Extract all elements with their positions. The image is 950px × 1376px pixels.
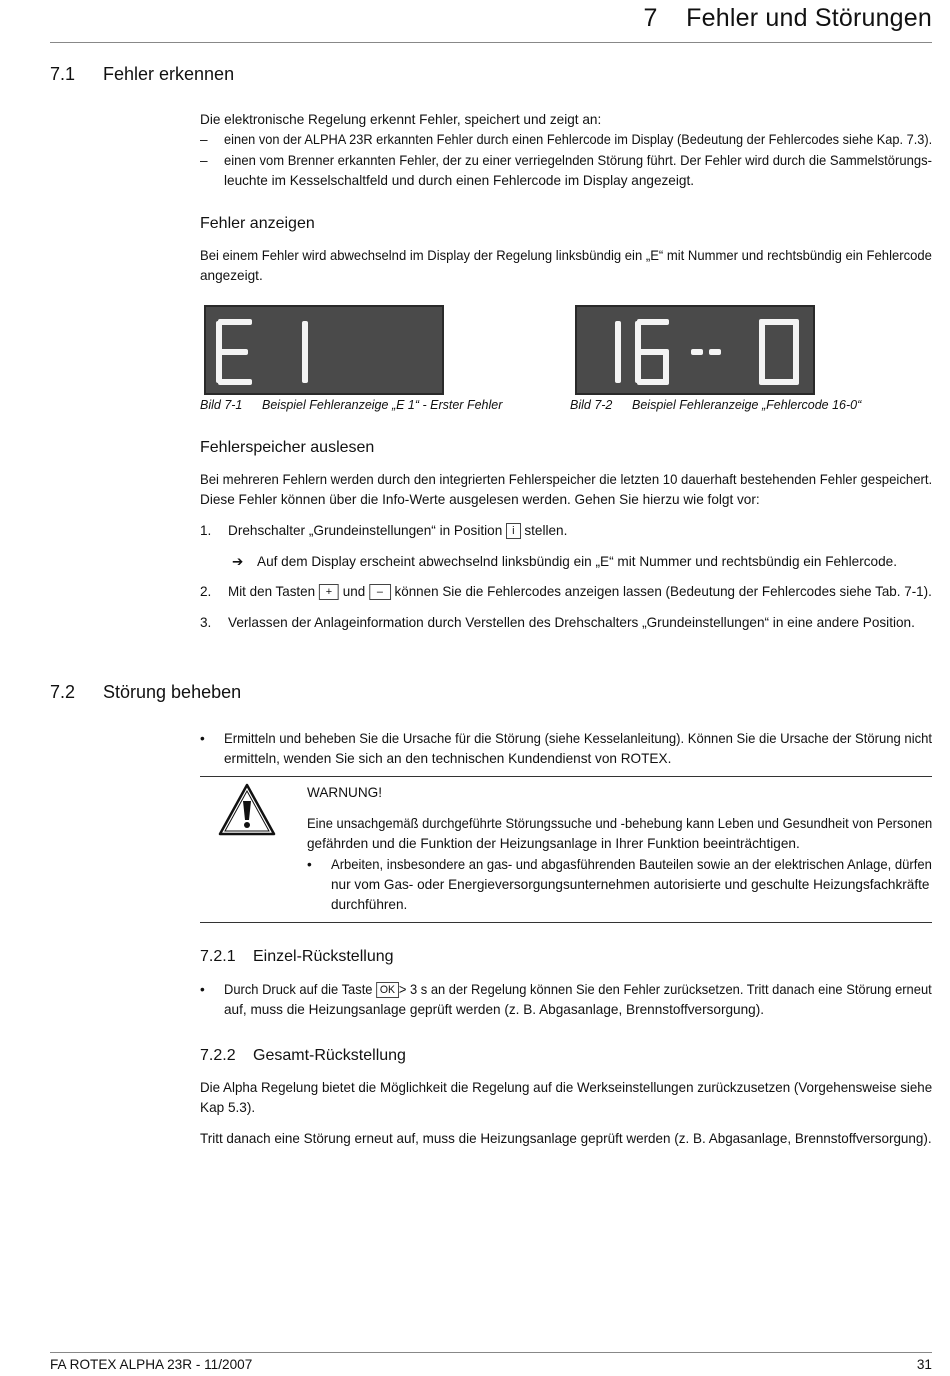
ok-key-icon: OK [376, 982, 399, 998]
minus-key-icon: – [369, 584, 391, 600]
lcd-display-16-0 [575, 305, 815, 395]
figure-caption: Beispiel Fehleranzeige „E 1“ - Erster Fehler [262, 398, 503, 412]
warning-bullet: durchführen. [331, 897, 408, 912]
step-text: Mit den Tasten [228, 584, 316, 599]
lcd-display-e1 [204, 305, 444, 395]
step-number: 1. [200, 523, 212, 538]
list-item: einen von der ALPHA 23R erkannten Fehler durch einen Fehlercode im Display (Bedeutung der Fehlercodes siehe Kap. 7.3). [224, 132, 933, 147]
step-text: können Sie die Fehlercodes anzeigen lassen (Bedeutung der Fehlercodes siehe Tab. 7-1). [394, 584, 932, 599]
subsection-number: 7.2.1 [200, 948, 236, 965]
bullet-text: ermitteln, wenden Sie sich an den technischen Kundendienst von ROTEX. [224, 751, 672, 766]
paragraph: Tritt danach eine Störung erneut auf, muss die Heizungsanlage geprüft werden (z. B. Abgasanlage, Brennstoffversorgung). [200, 1131, 932, 1146]
step-2 [228, 582, 932, 602]
bullet-icon: • [200, 731, 205, 746]
warning-bullet: Arbeiten, insbesondere an gas- und abgasführenden Bauteilen sowie an der elektrischen Anlage, dürfen [331, 857, 932, 872]
figure-label: Bild 7-1 [200, 398, 243, 412]
info-key-icon: i [506, 523, 520, 539]
page-number: 31 [916, 1357, 932, 1372]
warning-title: WARNUNG! [307, 785, 383, 800]
bullet-text: Ermitteln und beheben Sie die Ursache für die Störung (siehe Kesselanleitung). Können Sie die Ursache der Störung nicht [224, 731, 933, 746]
subheading-fehlerspeicher: Fehlerspeicher auslesen [200, 439, 375, 456]
paragraph: Diese Fehler können über die Info-Werte ausgelesen werden. Gehen Sie hierzu wie folgt vor: [200, 492, 760, 507]
warning-bottom-rule [200, 922, 932, 923]
section-7-1-heading [50, 64, 450, 88]
warning-bullet: nur vom Gas- oder Energieversorgungsunternehmen autorisierte und geschulte Heizungsfachkräfte [331, 877, 930, 892]
warning-top-rule [200, 776, 932, 777]
paragraph: Bei einem Fehler wird abwechselnd im Display der Regelung linksbündig ein „E“ mit Nummer und rechtsbündig ein Fehlercode [200, 248, 932, 263]
paragraph: Bei mehreren Fehlern werden durch den integrierten Fehlerspeicher die letzten 10 dauerhaft bestehenden Fehler gespeichert. [200, 472, 933, 487]
step-3: Verlassen der Anlageinformation durch Verstellen des Drehschalters „Grundeinstellungen“ in eine andere Position. [228, 615, 915, 630]
paragraph: Kap 5.3). [200, 1100, 256, 1115]
chapter-title: 7 Fehler und Störungen [643, 4, 932, 32]
header-rule [50, 42, 932, 43]
step-text: Drehschalter „Grundeinstellungen“ in Position [228, 523, 503, 538]
paragraph: angezeigt. [200, 268, 263, 283]
section-number: 7.1 [50, 64, 76, 84]
section-title: Störung beheben [103, 682, 242, 702]
warning-text: Eine unsachgemäß durchgeführte Störungssuche und -behebung kann Leben und Gesundheit von Personen [307, 816, 933, 831]
list-marker: – [200, 132, 208, 147]
reset-text [224, 980, 932, 1000]
footer-rule [50, 1352, 932, 1353]
step-1 [228, 521, 567, 541]
step-result: Auf dem Display erscheint abwechselnd linksbündig ein „E“ mit Nummer und rechtsbündig ein Fehlercode. [257, 554, 897, 569]
plus-key-icon: + [319, 584, 339, 600]
section-title: Fehler erkennen [103, 64, 235, 84]
subsection-number: 7.2.2 [200, 1047, 236, 1064]
warning-triangle-icon [218, 783, 276, 837]
bullet-icon: • [200, 982, 205, 997]
footer-doc-id: FA ROTEX ALPHA 23R - 11/2007 [50, 1357, 253, 1372]
bullet-icon: • [307, 857, 312, 872]
section-7-2-heading [50, 682, 450, 706]
arrow-icon: ➔ [232, 554, 244, 569]
subheading-fehler-anzeigen: Fehler anzeigen [200, 215, 315, 232]
reset-text-part: Durch Druck auf die Taste [224, 982, 373, 997]
reset-text: auf, muss die Heizungsanlage geprüft werden (z. B. Abgasanlage, Brennstoffversorgung). [224, 1002, 765, 1017]
subsection-title: Gesamt-Rückstellung [253, 1047, 406, 1064]
paragraph: Die Alpha Regelung bietet die Möglichkeit die Regelung auf die Werkseinstellungen zurückzusetzen (Vorgehensweise siehe [200, 1080, 933, 1095]
intro-text: Die elektronische Regelung erkennt Fehler, speichert und zeigt an: [200, 112, 602, 127]
list-item: leuchte im Kesselschaltfeld und durch einen Fehlercode im Display angezeigt. [224, 173, 694, 188]
step-number: 3. [200, 615, 212, 630]
figure-label: Bild 7-2 [570, 398, 613, 412]
subsection-title: Einzel-Rückstellung [253, 948, 394, 965]
reset-text-part: > 3 s an der Regelung können Sie den Fehler zurücksetzen. Tritt danach eine Störung erneut [398, 982, 932, 997]
list-marker: – [200, 153, 208, 168]
step-number: 2. [200, 584, 212, 599]
step-text: stellen. [524, 523, 568, 538]
figure-caption: Beispiel Fehleranzeige „Fehlercode 16-0“ [632, 398, 862, 412]
warning-text: gefährden und die Funktion der Heizungsanlage in Ihrer Funktion beeinträchtigen. [307, 836, 800, 851]
step-text: und [342, 584, 366, 599]
section-number: 7.2 [50, 682, 76, 702]
list-item: einen vom Brenner erkannten Fehler, der zu einer verriegelnden Störung führt. Der Fehler wird durch die Sammelstörungs- [224, 153, 932, 168]
